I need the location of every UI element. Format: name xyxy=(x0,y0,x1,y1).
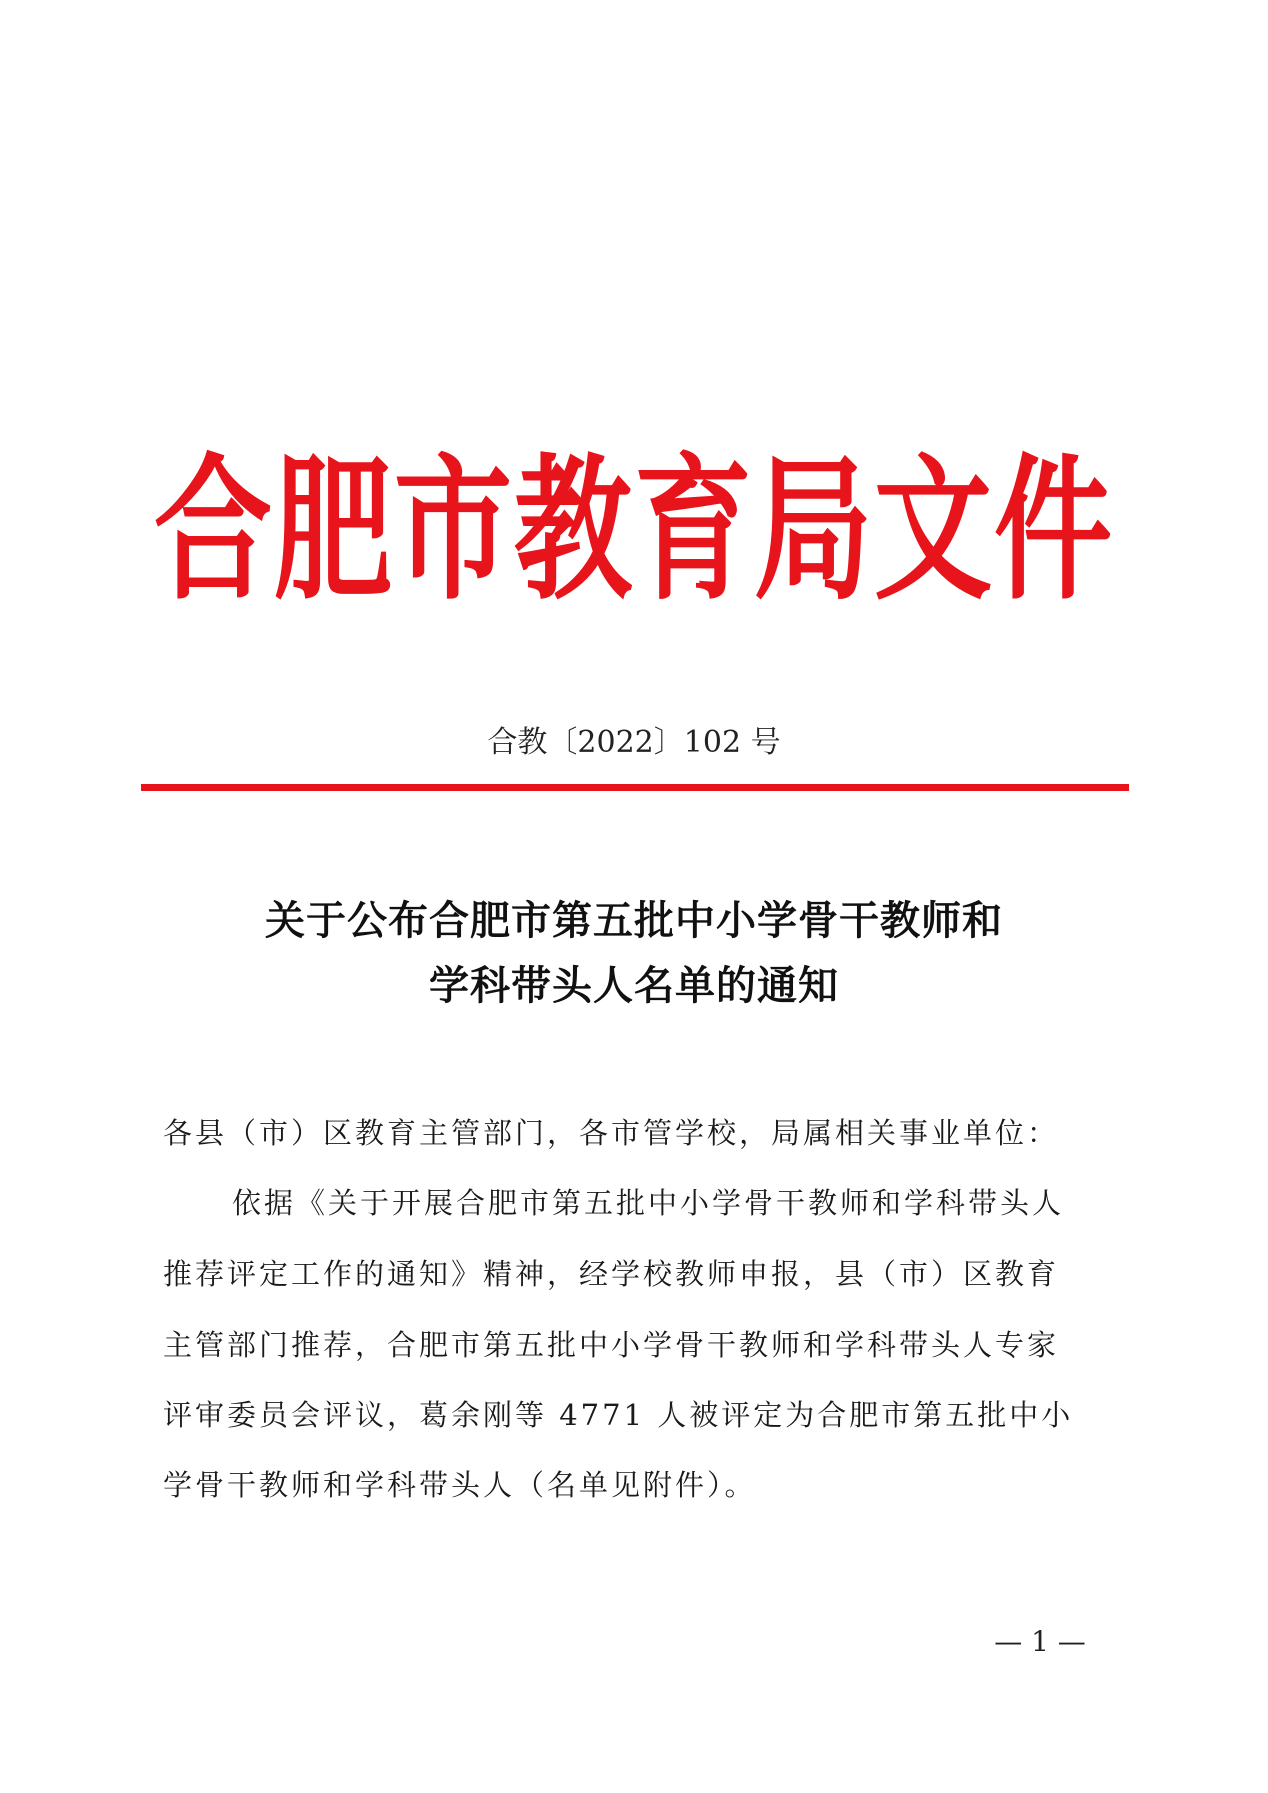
body-line: 学骨干教师和学科带头人（名单见附件）。 xyxy=(163,1468,757,1502)
notice-title-line-2: 学科带头人名单的通知 xyxy=(429,962,839,1009)
red-divider-line xyxy=(141,784,1129,791)
page-number: — 1 — xyxy=(994,1625,1086,1658)
masthead-title: 合肥市教育局文件 xyxy=(153,438,1114,622)
body-line: 评审委员会评议，葛余刚等 4771 人被评定为合肥市第五批中小 xyxy=(163,1398,1074,1432)
body-line: 主管部门推荐，合肥市第五批中小学骨干教师和学科带头人专家 xyxy=(163,1328,1060,1362)
salutation: 各县（市）区教育主管部门，各市管学校，局属相关事业单位： xyxy=(163,1116,1060,1150)
notice-title-line-1: 关于公布合肥市第五批中小学骨干教师和 xyxy=(265,897,1003,944)
document-number: 合教〔2022〕102 号 xyxy=(487,725,781,760)
body-line: 依据《关于开展合肥市第五批中小学骨干教师和学科带头人 xyxy=(232,1186,1065,1220)
body-line: 推荐评定工作的通知》精神，经学校教师申报，县（市）区教育 xyxy=(163,1257,1060,1291)
